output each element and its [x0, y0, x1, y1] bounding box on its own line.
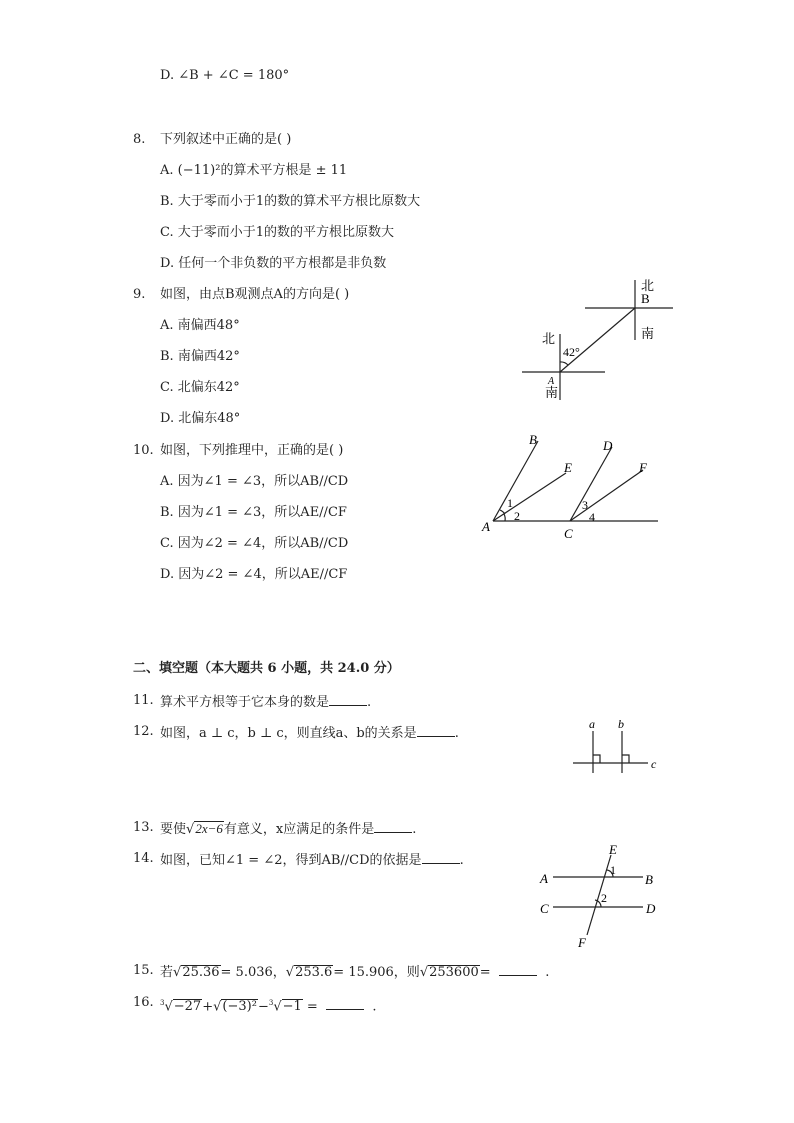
- q15-radical-1: √: [173, 965, 182, 980]
- q15-radicand-3: 253600: [429, 965, 479, 980]
- q9-fig-south-b: 南: [641, 326, 655, 341]
- q16-radical-1: √: [164, 999, 173, 1015]
- q10-option-d: D. 因为∠2 = ∠4，所以AE//CF: [160, 567, 348, 582]
- q10-fig-c: C: [564, 526, 573, 541]
- q9-fig-label-b: B: [641, 291, 650, 306]
- q13-pre: 要使: [160, 822, 187, 837]
- q14-fig-angle2: 2: [601, 891, 607, 905]
- q9-option-b: B. 南偏西42°: [160, 349, 240, 364]
- q12-end: .: [454, 726, 459, 741]
- q8-option-c: C. 大于零而小于1的数的平方根比原数大: [160, 225, 395, 240]
- q13-end: .: [412, 822, 417, 837]
- q8-option-b: B. 大于零而小于1的数的算术平方根比原数大: [160, 194, 421, 209]
- q9-fig-north-a: 北: [542, 331, 556, 346]
- q13-answer-blank[interactable]: [374, 820, 412, 833]
- q10-fig-e: E: [564, 460, 572, 475]
- q15-line: [160, 963, 549, 981]
- q13-post: 有意义，x应满足的条件是: [223, 822, 375, 837]
- q14-fig-angle1: 1: [610, 863, 616, 877]
- q9-compass-figure: [515, 272, 675, 407]
- q12-stem: 如图，a ⊥ c，b ⊥ c，则直线a、b的关系是: [160, 726, 417, 741]
- q15-end: .: [545, 965, 550, 980]
- q16-radical-3: √: [273, 999, 282, 1015]
- q14-fig-b: B: [645, 872, 653, 887]
- q9-option-d: D. 北偏东48°: [160, 411, 241, 426]
- q15-value-2: = 15.906，则: [333, 965, 420, 980]
- q15-answer-blank[interactable]: [499, 963, 537, 976]
- q10-fig-a: A: [482, 519, 490, 534]
- q13-line: [160, 820, 416, 838]
- q15-radical-3: √: [419, 965, 429, 980]
- q16-end: .: [372, 999, 377, 1015]
- q7-option-d: D. ∠B + ∠C = 180°: [160, 68, 290, 83]
- q10-option-b: B. 因为∠1 = ∠3，所以AE//CF: [160, 505, 347, 520]
- q11-end: .: [367, 695, 372, 710]
- q16-radicand-2: (−3)²: [222, 999, 257, 1015]
- q12-line: [160, 724, 459, 742]
- q10-stem: 如图，下列推理中，正确的是( ): [160, 443, 344, 458]
- q13-number: 13.: [133, 820, 154, 835]
- q16-radical-2: √: [213, 999, 222, 1015]
- q10-fig-d: D: [603, 438, 613, 453]
- q9-option-c: C. 北偏东42°: [160, 380, 240, 395]
- q10-fig-f: F: [639, 460, 647, 475]
- q14-number: 14.: [133, 851, 154, 866]
- q9-fig-south-a: 南: [545, 385, 559, 400]
- q15-radical-2: √: [285, 965, 295, 980]
- q16-minus: −: [257, 999, 269, 1015]
- q9-fig-label-a: A: [548, 376, 555, 387]
- q15-pre: 若: [160, 965, 174, 980]
- q12-answer-blank[interactable]: [417, 724, 455, 737]
- q10-fig-angle1: 1: [507, 496, 513, 510]
- q14-transversal-figure: [535, 840, 665, 952]
- q12-fig-a: a: [589, 717, 595, 731]
- q15-equals: =: [479, 965, 491, 980]
- q16-radicand-1: −27: [173, 999, 202, 1015]
- q10-fig-angle3: 3: [582, 498, 588, 512]
- section-heading-fill-in: 二、填空题（本大题共 6 小题，共 24.0 分）: [133, 661, 400, 676]
- q14-fig-f: F: [578, 935, 586, 950]
- q10-fig-angle2: 2: [514, 509, 520, 523]
- q16-line: [160, 995, 377, 1015]
- q10-fig-b: B: [529, 432, 537, 447]
- q8-option-a: A. (−11)²的算术平方根是 ± 11: [160, 163, 348, 178]
- q12-number: 12.: [133, 724, 154, 739]
- q9-option-a: A. 南偏西48°: [160, 318, 240, 333]
- q12-fig-c: c: [651, 757, 657, 771]
- q14-fig-c: C: [540, 901, 549, 916]
- q13-radical-sign: √: [186, 822, 195, 837]
- q13-radicand: 2x−6: [195, 821, 223, 836]
- q16-equals: =: [306, 999, 318, 1015]
- q11-number: 11.: [133, 693, 154, 708]
- q8-option-d: D. 任何一个非负数的平方根都是非负数: [160, 256, 387, 271]
- q16-radicand-3: −1: [282, 999, 302, 1015]
- q9-stem: 如图，由点B观测点A的方向是( ): [160, 287, 350, 302]
- q15-value-1: = 5.036，: [220, 965, 286, 980]
- q9-fig-north-b: 北: [641, 278, 655, 293]
- q16-plus: +: [202, 999, 214, 1015]
- q11-stem: 算术平方根等于它本身的数是: [160, 695, 330, 710]
- q10-option-c: C. 因为∠2 = ∠4，所以AB//CD: [160, 536, 349, 551]
- q16-root-index-1: 3: [160, 999, 165, 1007]
- q9-number: 9.: [133, 287, 146, 302]
- q15-radicand-2: 253.6: [295, 965, 333, 980]
- q10-fig-angle4: 4: [589, 510, 595, 524]
- q11-line: [160, 693, 371, 711]
- q16-answer-blank[interactable]: [326, 997, 364, 1010]
- q8-stem: 下列叙述中正确的是( ): [160, 132, 292, 147]
- q15-number: 15.: [133, 963, 154, 978]
- q9-fig-angle: 42°: [563, 345, 580, 359]
- q10-angle-figure: [478, 428, 663, 543]
- q12-fig-b: b: [618, 717, 624, 731]
- q14-line: [160, 851, 464, 869]
- q14-end: .: [459, 853, 464, 868]
- q14-fig-d: D: [646, 901, 656, 916]
- q8-number: 8.: [133, 132, 146, 147]
- q14-fig-e: E: [609, 842, 617, 857]
- q10-option-a: A. 因为∠1 = ∠3，所以AB//CD: [160, 474, 349, 489]
- q15-radicand-1: 25.36: [182, 965, 220, 980]
- q14-stem: 如图，已知∠1 = ∠2，得到AB//CD的依据是: [160, 853, 422, 868]
- q11-answer-blank[interactable]: [329, 693, 367, 706]
- q16-root-index-2: 3: [268, 999, 274, 1007]
- q16-number: 16.: [133, 995, 154, 1010]
- q12-perpendicular-figure: [570, 715, 665, 775]
- q14-fig-a: A: [540, 871, 548, 886]
- q10-number: 10.: [133, 443, 154, 458]
- q14-answer-blank[interactable]: [422, 851, 460, 864]
